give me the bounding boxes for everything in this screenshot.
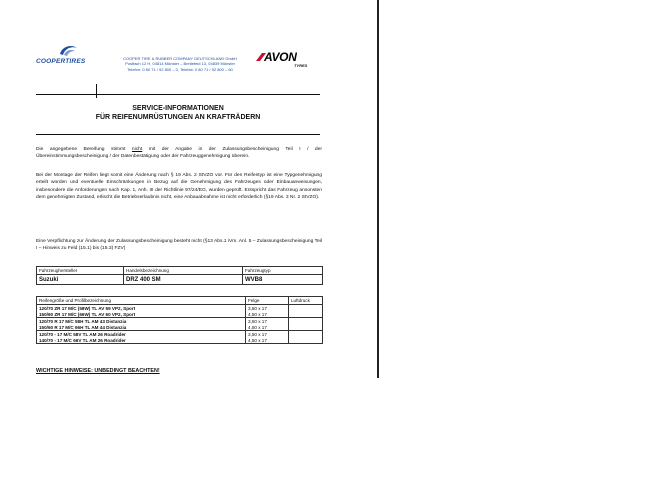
tire-header-pressure: Luftdruck (289, 297, 323, 305)
tire-rim: 3,50 x 17 (246, 331, 289, 338)
paragraph-1 (36, 146, 322, 161)
cooper-tires-logo (36, 44, 106, 70)
tire-rim: 4,50 x 17 (246, 324, 289, 331)
company-block (100, 56, 260, 72)
vehicle-table (36, 266, 323, 285)
cooper-swoosh-icon (58, 44, 78, 58)
company-address: Postfach 12 H, 04814 Münster – Breitefeld 13, 04839 Münster (125, 61, 235, 67)
vehicle-table-value-row (37, 275, 323, 285)
avon-logo-text: AVON (264, 50, 297, 64)
tire-size: 120/70 R 17 M/C 58H TL AM 43 Distanzia (37, 318, 246, 325)
document-title (36, 104, 320, 122)
avon-logo-sub: TYRES (294, 63, 308, 68)
company-phone: Telefon: 0 80 71 / 92 800 – 0, Telefax: 0 80 71 / 92 800 – 60 (127, 66, 233, 72)
title-line-1: SERVICE-INFORMATIONEN (132, 105, 224, 112)
tire-size: 150/60 R 17 M/C 66H TL AM 44 Distanzia (37, 324, 246, 331)
tire-pressure (289, 337, 323, 344)
title-rule (36, 134, 320, 135)
avon-tyres-logo (256, 50, 316, 72)
cooper-logo-text: COOPERTIRES (36, 58, 86, 65)
paragraph-2: Bei der Montage der Reifen liegt somit eine Änderung nach § 19 Abs. 2 StVZO vor. Für den Reifentyp ist eine Typgenehmigung erteilt worden und eventuelle Einschränkungen in Bezug auf die Genehmigung des Fahrzeuges oder Einbauanweisungen, insbesondere die Anforderungen nach Kap. 1, Anh. III der Richtlinie 97/24/EG, wurden geprüft. Entspricht das Fahrzeug ansonsten dem genehmigten Zustand, erlischt die Betriebserlaubnis nicht, eine Anbauabnahme ist nicht erforderlich (§19 Abs. 3 Nr. 2 StVZO). (36, 173, 322, 201)
paragraph-1-text-b: mit der Angabe in der Zulassungsbescheinigung Teil I / der Übereinstimmungsbescheinigung / der Datenbestätigung oder der Fahrzeuggenehmigung überein. (36, 147, 323, 160)
tire-size: 120/70 - 17 M/C 58V TL AM 26 Roadrider (37, 331, 246, 338)
tire-table (36, 296, 323, 344)
tire-size: 150/60 ZR 17 M/C (66W) TL AV 60 VP2, Sport (37, 311, 246, 318)
header-rule (36, 94, 320, 95)
document-page (0, 0, 378, 378)
vehicle-header-type: Fahrzeugtyp (243, 267, 323, 275)
tire-rim: 4,50 x 17 (246, 337, 289, 344)
vehicle-header-manufacturer: Fahrzeughersteller (37, 267, 124, 275)
tire-rim: 4,50 x 17 (246, 311, 289, 318)
paragraph-1-text-a: Die angegebene Bereifung stimmt (36, 147, 132, 152)
vehicle-table-header-row (37, 267, 323, 275)
tire-size: 140/70 - 17 M/C 66V TL AM 26 Roadrider (37, 337, 246, 344)
paragraph-1-underlined: nicht (131, 147, 143, 152)
vehicle-header-trade-name: Handelsbezeichnung (124, 267, 243, 275)
table-row (37, 337, 323, 344)
company-name: COOPER TIRE & RUBBER COMPANY DEUTSCHLAND GmbH (123, 56, 237, 61)
vehicle-manufacturer: Suzuki (37, 275, 124, 285)
title-line-2: FÜR REIFENUMRÜSTUNGEN AN KRAFTRÄDERN (95, 114, 261, 121)
vehicle-type: WVB8 (243, 275, 323, 285)
tire-header-size: Reifengröße und Profilbezeichnung (37, 297, 246, 305)
important-notes-heading: WICHTIGE HINWEISE: UNBEDINGT BEACHTEN! (36, 368, 160, 374)
tire-rim: 3,50 x 17 (246, 318, 289, 325)
tire-size: 120/70 ZR 17 M/C (58W) TL AV 59 VP2, Sport (37, 305, 246, 312)
vehicle-trade-name: DRZ 400 SM (124, 275, 243, 285)
tire-header-rim: Felge (246, 297, 289, 305)
tire-rim: 3,50 x 17 (246, 305, 289, 312)
header-tick-mark (96, 84, 97, 98)
page-edge-divider (377, 0, 379, 378)
tire-table-header-row (37, 297, 323, 305)
paragraph-3: Eine Verpflichtung zur Änderung der Zulassungsbescheinigung besteht nicht (§13 Abs.1 iVm. Anl. 5 – Zulassungsbescheinigung Teil I – Hinweis zu Feld (15.1) bis (15.3) FZV) (36, 239, 322, 252)
